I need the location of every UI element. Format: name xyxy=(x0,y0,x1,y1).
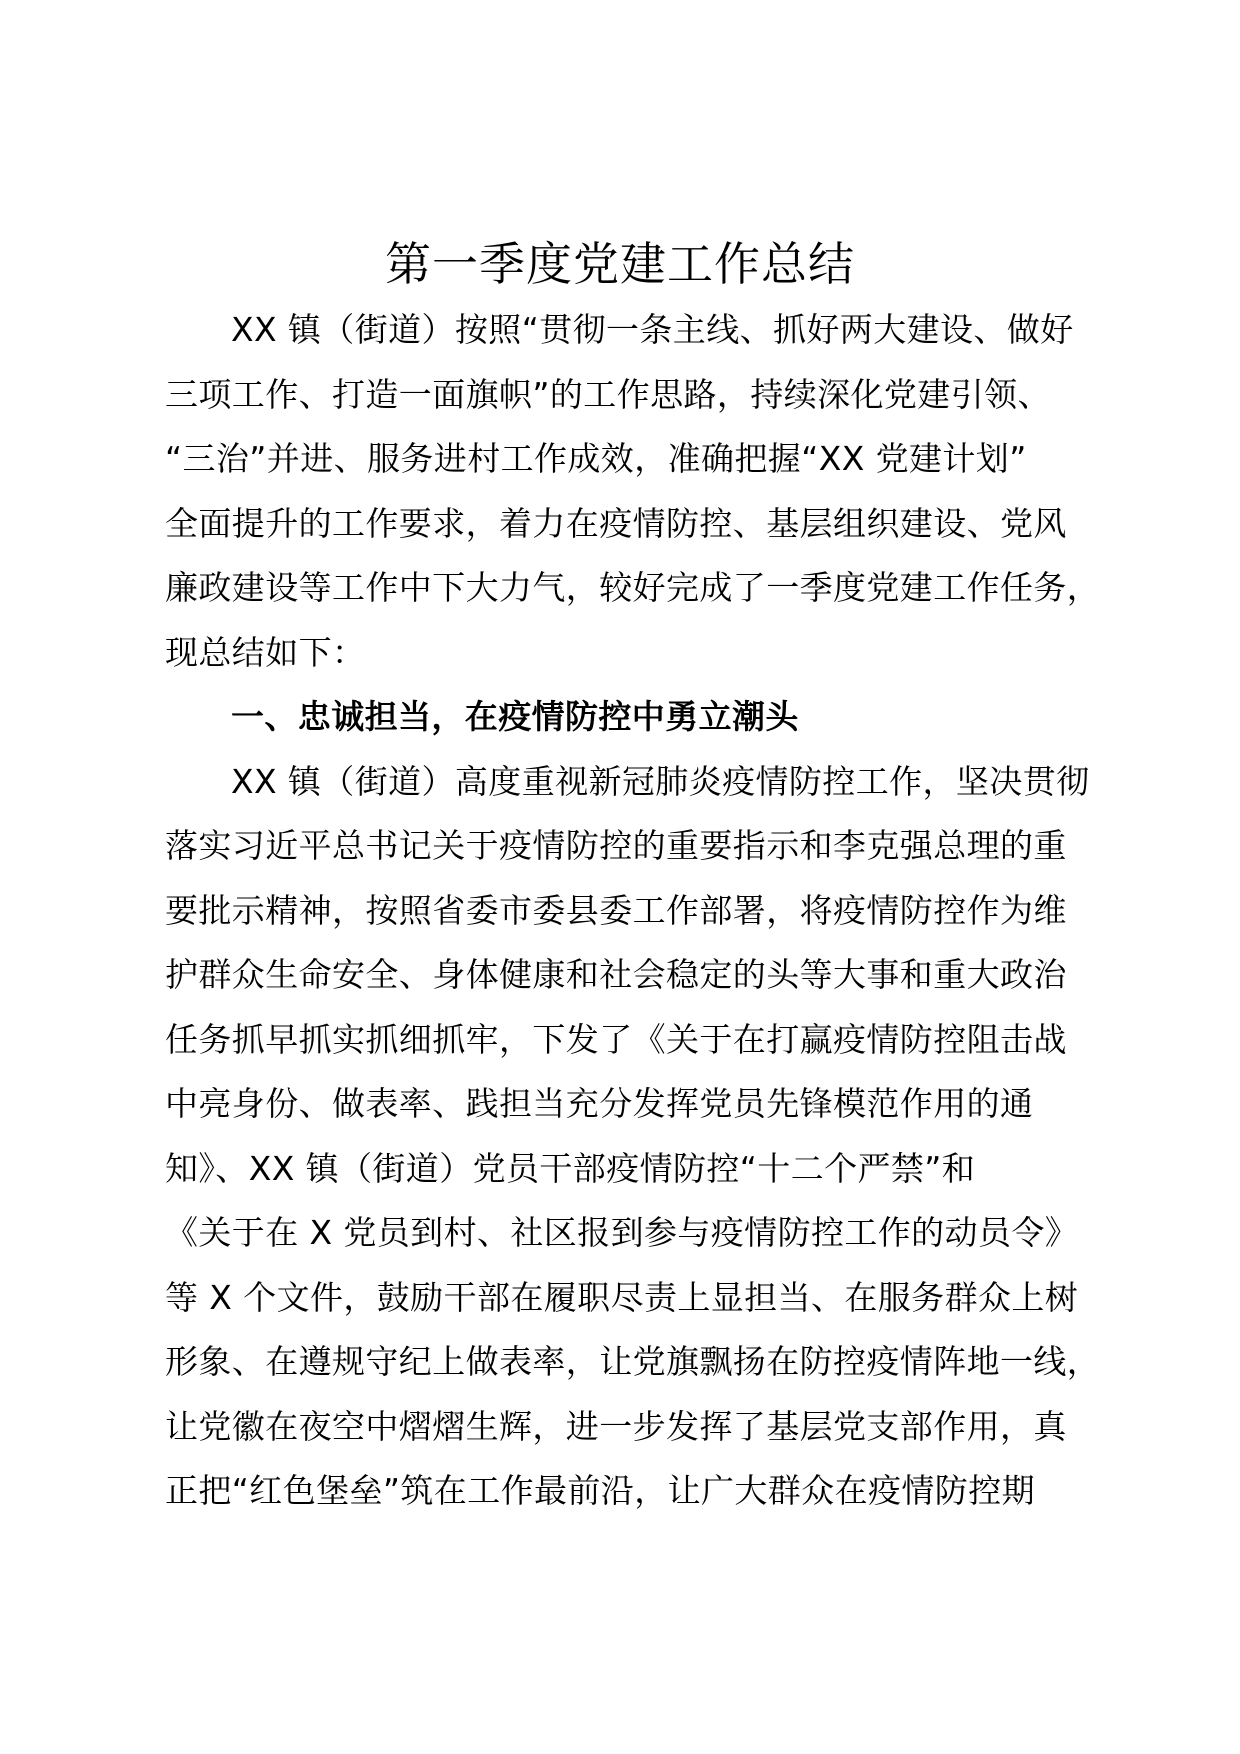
document-title: 第一季度党建工作总结 xyxy=(385,237,855,291)
paragraph-line: 等 X 个文件，鼓励干部在履职尽责上显担当、在服务群众上树 xyxy=(165,1277,1079,1317)
paragraph-line: 三项工作、打造一面旗帜”的工作思路，持续深化党建引领、 xyxy=(165,374,1051,414)
paragraph-line: XX 镇（街道）高度重视新冠肺炎疫情防控工作，坚决贯彻 xyxy=(231,761,1090,801)
paragraph-line: “三治”并进、服务进村工作成效，准确把握“XX 党建计划” xyxy=(165,439,1027,478)
paragraph-line: 形象、在遵规守纪上做表率，让党旗飘扬在防控疫情阵地一线， xyxy=(165,1342,1101,1381)
paragraph-line: 护群众生命安全、身体健康和社会稳定的头等大事和重大政治 xyxy=(165,955,1067,994)
paragraph-line: 让党徽在夜空中熠熠生辉，进一步发挥了基层党支部作用，真 xyxy=(165,1406,1067,1446)
paragraph-line: 任务抓早抓实抓细抓牢，下发了《关于在打赢疫情防控阻击战 xyxy=(165,1019,1067,1059)
document-body xyxy=(165,298,1125,1524)
paragraph-line: 中亮身份、做表率、践担当充分发挥党员先锋模范作用的通 xyxy=(165,1084,1034,1123)
paragraph-line: 要批示精神，按照省委市委县委工作部署，将疫情防控作为维 xyxy=(165,890,1067,930)
section-heading: 一、忠诚担当，在疫情防控中勇立潮头 xyxy=(231,697,799,736)
paragraph-line: 《关于在 X 党员到村、社区报到参与疫情防控工作的动员令》 xyxy=(165,1213,1079,1252)
paragraph-line: 知》、XX 镇（街道）党员干部疫情防控“十二个严禁”和 xyxy=(165,1148,976,1188)
paragraph-line: 落实习近平总书记关于疫情防控的重要指示和李克强总理的重 xyxy=(165,826,1067,865)
paragraph-line: 现总结如下： xyxy=(165,632,366,672)
paragraph-line: XX 镇（街道）按照“贯彻一条主线、抓好两大建设、做好 xyxy=(231,310,1074,349)
paragraph-line: 廉政建设等工作中下大力气，较好完成了一季度党建工作任务， xyxy=(165,568,1101,607)
paragraph-line: 全面提升的工作要求，着力在疫情防控、基层组织建设、党风 xyxy=(165,503,1067,543)
paragraph-line: 正把“红色堡垒”筑在工作最前沿，让广大群众在疫情防控期 xyxy=(165,1471,1035,1510)
